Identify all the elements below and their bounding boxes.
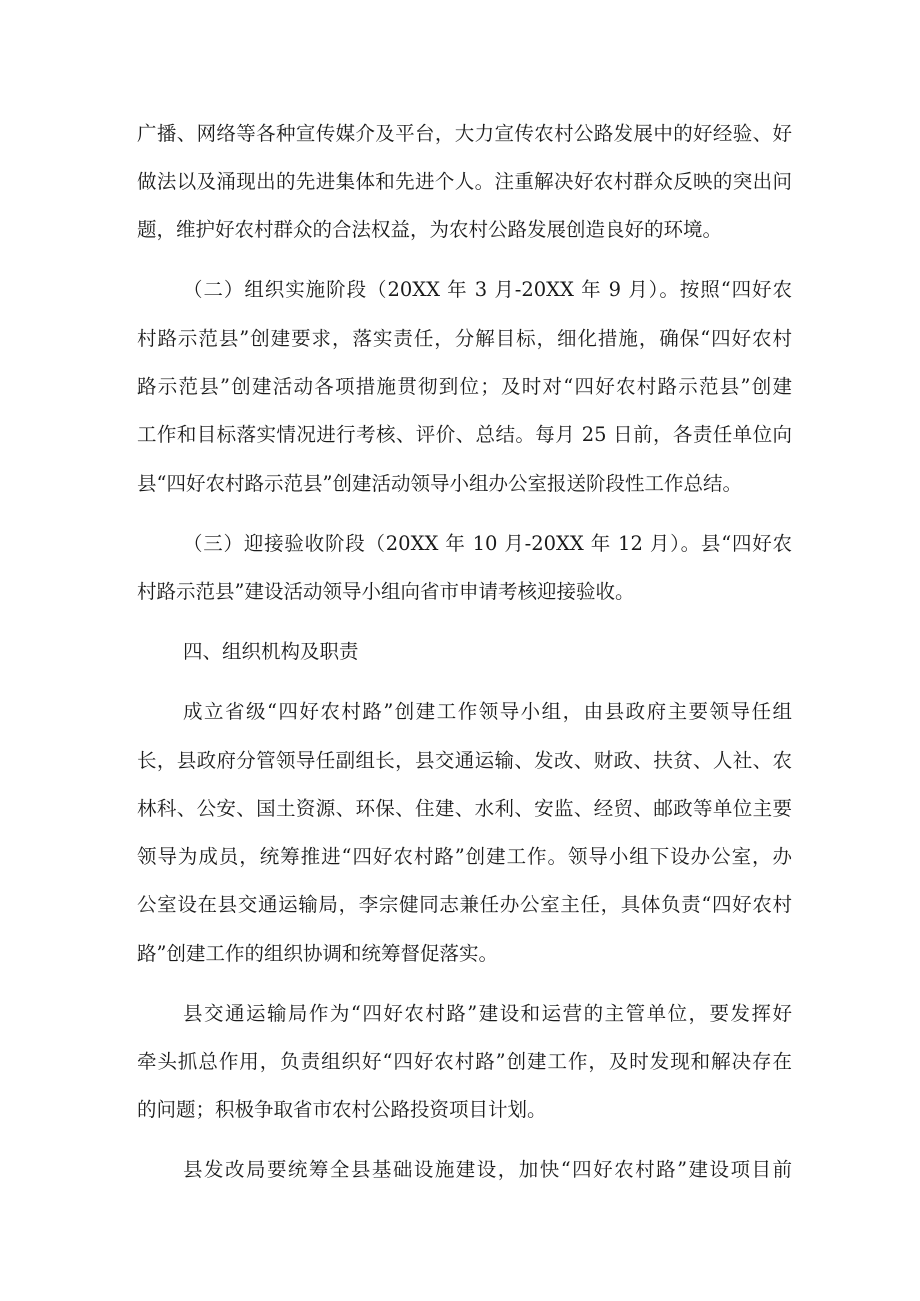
paragraph-line: 题，维护好农村群众的合法权益，为农村公路发展创造良好的环境。	[137, 218, 723, 241]
paragraph-line: 县发改局要统筹全县基础设施建设，加快“四好农村路”建设项目前	[183, 1158, 792, 1181]
section-heading: 四、组织机构及职责	[183, 640, 359, 663]
paragraph-line: 村路示范县”建设活动领导小组向省市申请考核迎接验收。	[137, 580, 635, 603]
paragraph-line: （二）组织实施阶段（20XX 年 3 月-20XX 年 9 月）。按照“四好农	[183, 278, 792, 301]
paragraph-line: 县交通运输局作为“四好农村路”建设和运营的主管单位，要发挥好	[183, 1002, 792, 1025]
paragraph-line: 长，县政府分管领导任副组长，县交通运输、发改、财政、扶贫、人社、农	[137, 749, 792, 772]
paragraph-line: 路”创建工作的组织协调和统筹督促落实。	[137, 942, 498, 965]
paragraph-line: 县“四好农村路示范县”创建活动领导小组办公室报送阶段性工作总结。	[137, 472, 742, 495]
paragraph-line: 做法以及涌现出的先进集体和先进个人。注重解决好农村群众反映的突出问	[137, 170, 792, 193]
paragraph-line: 广播、网络等各种宣传媒介及平台，大力宣传农村公路发展中的好经验、好	[137, 122, 792, 145]
paragraph-line: 工作和目标落实情况进行考核、评价、总结。每月 25 日前，各责任单位向	[137, 423, 792, 446]
paragraph-line: 领导为成员，统筹推进“四好农村路”创建工作。领导小组下设办公室，办	[137, 845, 792, 868]
paragraph-line: 路示范县”创建活动各项措施贯彻到位；及时对“四好农村路示范县”创建	[137, 375, 792, 398]
paragraph-line: 村路示范县”创建要求，落实责任，分解目标，细化措施，确保“四好农村	[137, 327, 792, 350]
paragraph-line: 的问题；积极争取省市农村公路投资项目计划。	[137, 1098, 547, 1121]
paragraph-line: 牵头抓总作用，负责组织好“四好农村路”创建工作，及时发现和解决存在	[137, 1050, 792, 1073]
paragraph-line: （三）迎接验收阶段（20XX 年 10 月-20XX 年 12 月）。县“四好农	[183, 532, 792, 555]
paragraph-line: 林科、公安、国土资源、环保、住建、水利、安监、经贸、邮政等单位主要	[137, 797, 792, 820]
paragraph-line: 成立省级“四好农村路”创建工作领导小组，由县政府主要领导任组	[183, 700, 792, 723]
paragraph-line: 公室设在县交通运输局，李宗健同志兼任办公室主任，具体负责“四好农村	[137, 893, 792, 916]
